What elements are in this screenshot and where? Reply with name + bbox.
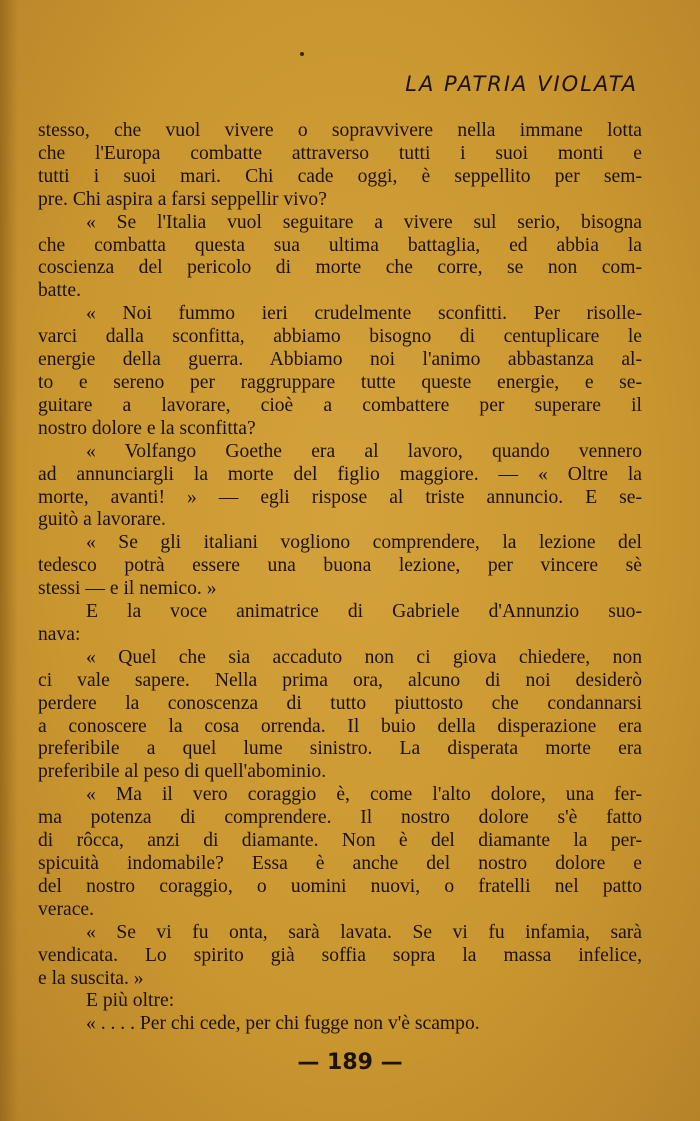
text-line: nostro dolore e la sconfitta?: [38, 417, 256, 439]
text-line: guitò a lavorare.: [38, 509, 166, 531]
text-line: che l'Europa combatte attraverso tutti i suoi monti e: [38, 142, 642, 164]
text-line: guitare a lavorare, cioè a combattere per superare il: [38, 394, 642, 416]
text-line: spicuità indomabile? Essa è anche del nostro dolore e: [38, 853, 642, 874]
text-line: morte, avanti! » — egli rispose al triste annuncio. E se-: [38, 486, 642, 508]
text-line: E la voce animatrice di Gabriele d'Annunzio suo-: [86, 601, 642, 623]
text-line: « Volfango Goethe era al lavoro, quando vennero: [86, 440, 642, 462]
text-line: stessi — e il nemico. »: [38, 578, 217, 600]
text-line: « . . . . Per chi cede, per chi fugge non v'è scampo.: [86, 1013, 480, 1035]
text-line: stesso, che vuol vivere o sopravvivere nella immane lotta: [38, 120, 642, 141]
text-line: nava:: [38, 623, 81, 645]
text-line: ma potenza di comprendere. Il nostro dolore s'è fatto: [38, 807, 642, 829]
text-line: « Se vi fu onta, sarà lavata. Se vi fu infamia, sarà: [86, 921, 642, 943]
text-line: coscienza del pericolo di morte che corre, se non com-: [38, 257, 642, 279]
page-number: — 189 —: [297, 1050, 403, 1075]
text-line: di rôcca, anzi di diamante. Non è del diamante la per-: [38, 830, 642, 852]
text-line: perdere la conoscenza di tutto piuttosto che condannarsi: [38, 692, 642, 714]
text-line: E più oltre:: [86, 990, 175, 1012]
text-line: « Noi fummo ieri crudelmente sconfitti. Per risolle-: [86, 303, 642, 325]
text-line: preferibile al peso di quell'abominio.: [38, 761, 327, 783]
text-line: che combatta questa sua ultima battaglia, ed abbia la: [38, 234, 642, 256]
text-line: del nostro coraggio, o uomini nuovi, o fratelli nel patto: [38, 875, 642, 897]
text-line: e la suscita. »: [38, 967, 144, 989]
body-text: [38, 120, 642, 1036]
running-title: LA PATRIA VIOLATA: [405, 72, 638, 96]
ink-speck: [300, 52, 304, 56]
text-line: vendicata. Lo spirito già soffia sopra la massa infelice,: [38, 944, 642, 966]
text-line: a conoscere la cosa orrenda. Il buio della disperazione era: [38, 715, 642, 737]
text-line: tedesco potrà essere una buona lezione, per vincere sè: [38, 555, 642, 577]
text-line: batte.: [38, 280, 81, 302]
text-line: varci dalla sconfitta, abbiamo bisogno di centuplicare le: [38, 326, 642, 348]
text-line: tutti i suoi mari. Chi cade oggi, è seppellito per sem-: [38, 165, 642, 187]
text-line: pre. Chi aspira a farsi seppellir vivo?: [38, 188, 327, 210]
text-line: « Se l'Italia vuol seguitare a vivere sul serio, bisogna: [86, 211, 642, 233]
text-line: « Ma il vero coraggio è, come l'alto dolore, una fer-: [86, 784, 642, 806]
text-line: to e sereno per raggruppare tutte queste energie, e se-: [38, 371, 642, 393]
text-line: ad annunciargli la morte del figlio maggiore. — « Oltre la: [38, 463, 642, 485]
text-line: ci vale sapere. Nella prima ora, alcuno di noi desiderò: [38, 669, 642, 691]
text-line: preferibile a quel lume sinistro. La disperata morte era: [38, 738, 642, 760]
text-line: energie della guerra. Abbiamo noi l'animo abbastanza al-: [38, 349, 642, 371]
page-edge-shadow: [0, 0, 18, 1121]
text-line: « Quel che sia accaduto non ci giova chiedere, non: [86, 646, 642, 668]
text-line: « Se gli italiani vogliono comprendere, la lezione del: [86, 532, 642, 554]
text-line: verace.: [38, 898, 95, 920]
